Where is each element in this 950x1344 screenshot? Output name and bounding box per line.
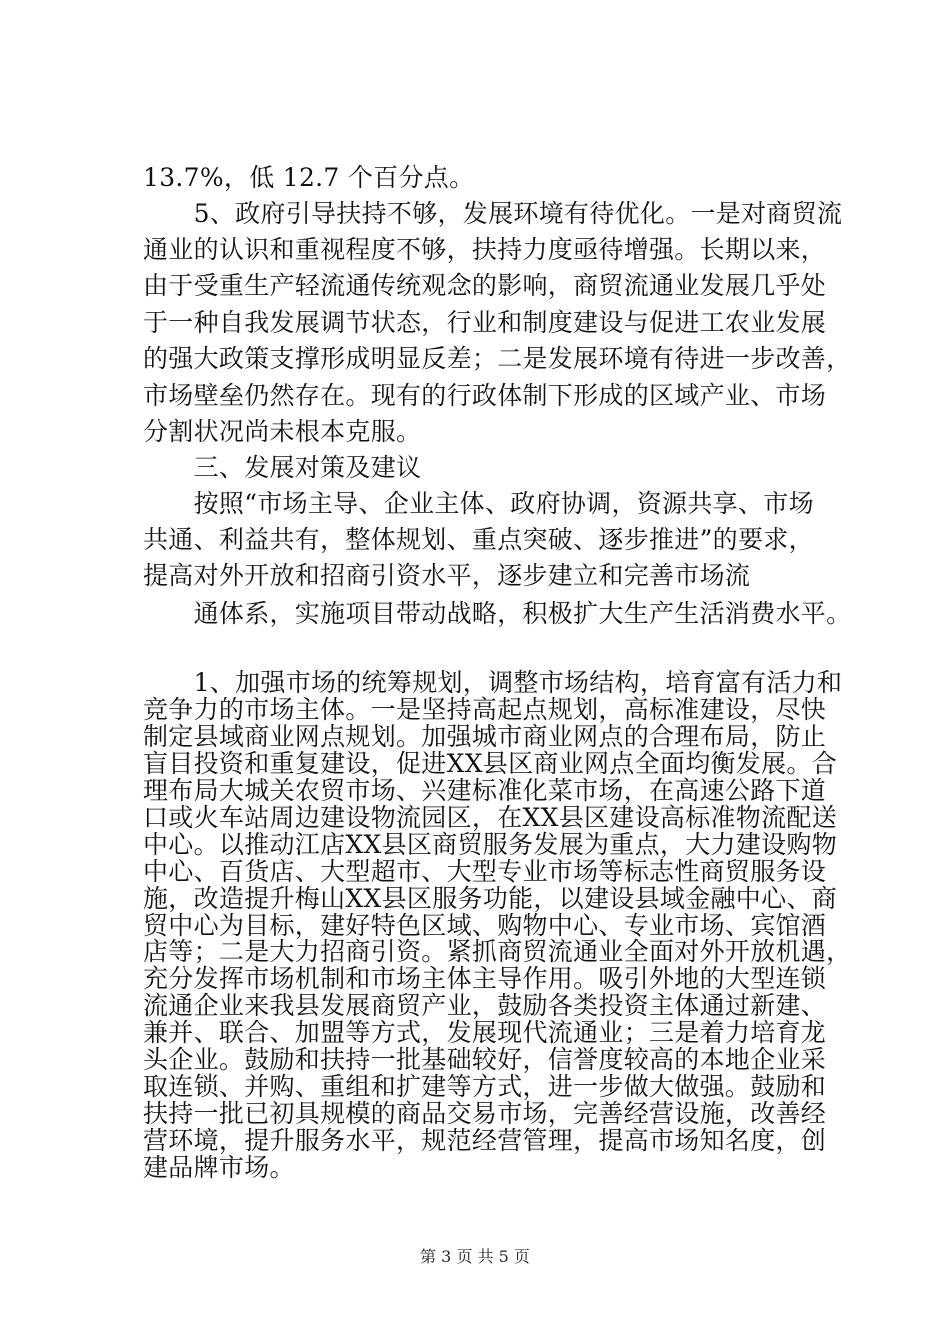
text-line: 制定县域商业网点规划。加强城市商业网点的合理布局，防止 bbox=[143, 722, 827, 751]
text-line: 三、发展对策及建议 bbox=[143, 453, 422, 482]
text-line: 由于受重生产轻流通传统观念的影响，商贸流通业发展几乎处 bbox=[143, 271, 827, 300]
text-line: 13.7%，低 12.7 个百分点。 bbox=[143, 163, 475, 192]
text-line: 5、政府引导扶持不够，发展环境有待优化。一是对商贸流 bbox=[143, 199, 843, 228]
page-footer: 第 3 页 共 5 页 bbox=[420, 1247, 530, 1266]
text-line: 的强大政策支撑形成明显反差；二是发展环境有待进一步改善， bbox=[143, 344, 852, 373]
text-line: 盲目投资和重复建设，促进XX县区商业网点全面均衡发展。合 bbox=[143, 749, 837, 778]
text-line: 头企业。鼓励和扶持一批基础较好，信誉度较高的本地企业采 bbox=[143, 1045, 827, 1074]
text-line: 通体系，实施项目带动战略，积极扩大生产生活消费水平。 bbox=[143, 599, 852, 628]
text-line: 市场壁垒仍然存在。现有的行政体制下形成的区域产业、市场 bbox=[143, 381, 827, 410]
text-line: 中心。以推动江店XX县区商贸服务发展为重点，大力建设购物 bbox=[143, 830, 837, 859]
text-line: 贸中心为目标，建好特色区域、购物中心、专业市场、宾馆酒 bbox=[143, 911, 827, 940]
text-line: 口或火车站周边建设物流园区，在XX县区建设高标准物流配送 bbox=[143, 803, 837, 832]
text-line: 营环境，提升服务水平，规范经营管理，提高市场知名度，创 bbox=[143, 1126, 827, 1155]
text-line: 流通企业来我县发展商贸产业，鼓励各类投资主体通过新建、 bbox=[143, 991, 827, 1020]
text-line: 按照“市场主导、企业主体、政府协调，资源共享、市场 bbox=[143, 489, 814, 518]
text-line: 1、加强市场的统筹规划，调整市场结构，培育富有活力和 bbox=[143, 668, 843, 697]
text-line: 理布局大城关农贸市场、兴建标准化菜市场，在高速公路下道 bbox=[143, 776, 827, 805]
text-line: 分割状况尚未根本克服。 bbox=[143, 417, 422, 446]
text-line: 建品牌市场。 bbox=[143, 1153, 295, 1182]
text-line: 于一种自我发展调节状态，行业和制度建设与促进工农业发展 bbox=[143, 308, 827, 337]
text-line: 提高对外开放和招商引资水平，逐步建立和完善市场流 bbox=[143, 561, 751, 590]
text-line: 施，改造提升梅山XX县区服务功能，以建设县域金融中心、商 bbox=[143, 884, 837, 913]
text-line: 中心、百货店、大型超市、大型专业市场等标志性商贸服务设 bbox=[143, 857, 827, 886]
text-line: 通业的认识和重视程度不够，扶持力度亟待增强。长期以来， bbox=[143, 235, 827, 264]
text-line: 充分发挥市场机制和市场主体主导作用。吸引外地的大型连锁 bbox=[143, 964, 827, 993]
text-line: 竞争力的市场主体。一是坚持高起点规划，高标准建设，尽快 bbox=[143, 695, 827, 724]
text-line: 店等；二是大力招商引资。紧抓商贸流通业全面对外开放机遇， bbox=[143, 937, 852, 966]
text-line: 取连锁、并购、重组和扩建等方式，进一步做大做强。鼓励和 bbox=[143, 1072, 827, 1101]
text-line: 扶持一批已初具规模的商品交易市场，完善经营设施，改善经 bbox=[143, 1099, 827, 1128]
text-line: 共通、利益共有，整体规划、重点突破、逐步推进”的要求， bbox=[143, 525, 814, 554]
text-line: 兼并、联合、加盟等方式，发展现代流通业；三是着力培育龙 bbox=[143, 1018, 827, 1047]
